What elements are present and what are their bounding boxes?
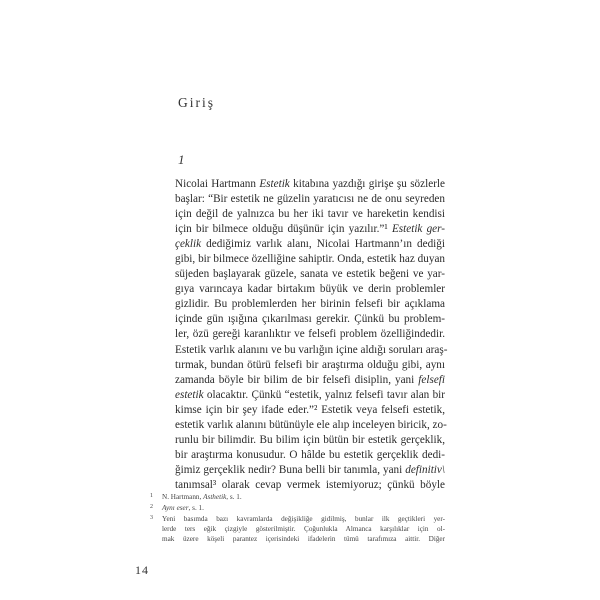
footnote-marker: 3 (150, 515, 153, 522)
footnote-line (162, 504, 445, 514)
text-line (175, 433, 445, 448)
text-run: Nicolai Hartmann (175, 178, 260, 190)
text-run: içinde gün ışığına çıkarılması gerekir. Çünkü bu problem- (175, 313, 445, 326)
text-run: dediğimiz varlık alanı, Nicolai Hartmann’ın dediği (201, 238, 445, 251)
footnote-line (162, 515, 445, 525)
text-line (175, 207, 445, 222)
footnote-line (162, 525, 445, 535)
italic-text: Estetik (259, 178, 290, 190)
chapter-heading: Giriş (178, 95, 215, 110)
italic-text: Estetik ger- (391, 223, 446, 236)
footnote-line (162, 535, 445, 545)
text-run: olacaktır. Çünkü “estetik, yalnız felsefi tavır alan bir (203, 388, 445, 401)
footnote (150, 504, 445, 514)
text-line (175, 237, 445, 252)
text-line (175, 388, 445, 403)
text-line (175, 192, 445, 207)
italic-text: Aynı eser (162, 504, 189, 513)
text-run: ğimiz gerçeklik nedir? Buna belli bir tanımla, yani (175, 463, 406, 476)
text-run: bir araştırma konusudur. O hâlde bu estetik gerçeklik dedi- (175, 448, 445, 461)
text-line (175, 478, 445, 493)
page-number: 14 (135, 563, 149, 577)
text-line (175, 267, 445, 282)
text-run: kitabına yazdığı girişe şu sözlerle (289, 178, 445, 190)
text-run: Yeni basımda bazı kavramlarda değişikliğe gidilmiş, bunlar ilk geçtikleri yer- (162, 515, 445, 524)
text-line (175, 222, 445, 237)
text-run: gibi, bir bilmece özelliğine sahiptir. Onda, estetik haz duyan (175, 253, 445, 266)
text-run: N. Hartmann, (162, 493, 204, 501)
text-line (175, 343, 448, 358)
text-run: lerde ters eğik çizgiyle gösterilmiştir. Çoğunlukla Almanca karşılıklar için ol- (162, 524, 445, 533)
footnote-marker: 2 (150, 504, 153, 511)
text-run: , s. 1. (188, 504, 204, 513)
text-run: mak üzere köşeli parantez içerisindeki ifadelerin tümü tarafımıza aittir. Diğer (162, 534, 445, 543)
text-run: tırmak, bundan ötürü felsefi bir araştırma olduğu gibi, aynı (175, 358, 445, 371)
text-run: başlar: “Bir estetik ne güzelin yaratıcısı ne de onu seyreden (175, 193, 445, 206)
text-line (175, 418, 445, 433)
text-run: kimse için bir şey ifade eder.”² Estetik veya felsefi estetik, (175, 403, 445, 416)
footnote (150, 493, 445, 503)
text-line (175, 282, 445, 297)
text-run: runlu bir bilimdir. Bu bilim için bütün bir estetik gerçeklik, (175, 433, 445, 446)
text-run: gizlidir. Bu problemlerden her birinin felsefi bir açıklama (175, 298, 445, 311)
text-run: tanımsal³ olarak cevap vermek istemiyoruz; çünkü böyle (175, 478, 445, 491)
italic-text: felsefi (418, 373, 445, 386)
footnote (150, 515, 445, 544)
text-line (175, 177, 445, 192)
italic-text: Asthetik (203, 493, 227, 501)
text-line (175, 403, 445, 418)
italic-text: definitiv\ (405, 463, 445, 476)
text-run: Estetik varlık alanını ve bu varlığın içine aldığı soruları araş- (175, 343, 448, 356)
text-run: ler, özü gereği karanlıktır ve felsefi problem özelliğindedir. (175, 328, 445, 341)
footnote-line (162, 493, 445, 503)
text-run: zamanda böyle bir bilim de bir felsefi disiplin, yani (175, 373, 419, 386)
text-line (175, 252, 445, 267)
body-paragraph (175, 177, 448, 493)
text-line (175, 373, 445, 388)
text-run: süjeden başlayarak güzele, sanata ve estetik beğeni ve yar- (175, 268, 445, 281)
text-run: , s. 1. (226, 493, 242, 501)
text-run: için bir bilmece olduğu düşünür için yazılır.”¹ (175, 223, 392, 236)
text-line (175, 448, 445, 463)
section-number: 1 (178, 152, 185, 167)
italic-text: çeklik (175, 238, 202, 251)
text-run: estetik varlık alanını bütünüyle ele alıp inceleyen biricik, zo- (175, 418, 447, 431)
footnotes (150, 493, 445, 544)
text-run: için değil de yalnızca bu her iki tavır ve hareketin kendisi (175, 208, 445, 221)
text-run: gıya varıncaya kadar birtakım büyük ve derin problemler (175, 283, 445, 296)
text-line (175, 358, 445, 373)
text-line (175, 312, 445, 327)
text-line (175, 327, 445, 342)
footnote-marker: 1 (150, 493, 153, 499)
italic-text: estetik (175, 388, 204, 401)
text-line (175, 463, 445, 478)
text-line (175, 297, 445, 312)
